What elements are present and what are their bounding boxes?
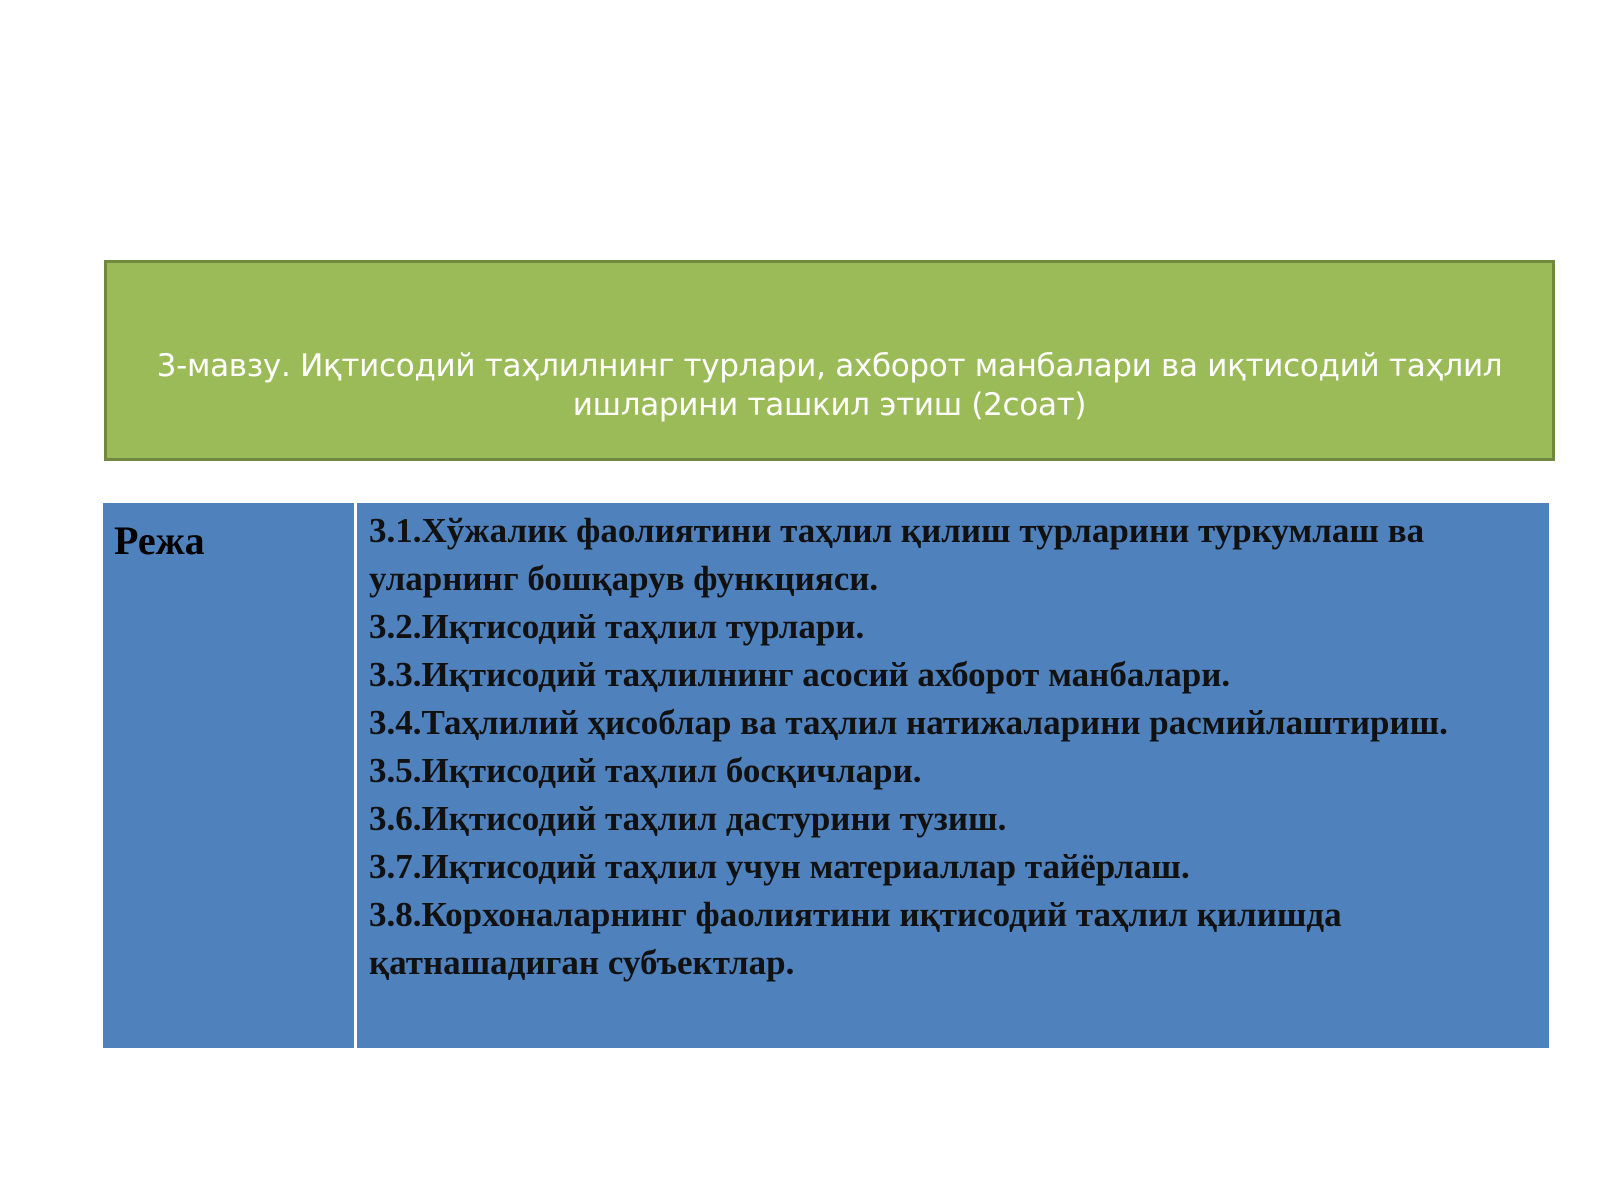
plan-item: 3.5.Иқтисодий таҳлил босқичлари. bbox=[369, 751, 922, 790]
plan-item: 3.1.Хўжалик фаолиятини таҳлил қилиш турларини туркумлаш ва уларнинг бошқарув функцияси. bbox=[369, 511, 1425, 598]
slide-title: 3-мавзу. Иқтисодий таҳлилнинг турлари, ахборот манбалари ва иқтисодий таҳлил ишларини ташкил этиш (2соат) bbox=[156, 348, 1503, 423]
plan-item: 3.2.Иқтисодий таҳлил турлари. bbox=[369, 607, 865, 646]
plan-item: 3.6.Иқтисодий таҳлил дастурини тузиш. bbox=[369, 799, 1007, 838]
plan-label-cell bbox=[103, 503, 357, 1048]
plan-item: 3.4.Таҳлилий ҳисоблар ва таҳлил натижаларини расмийлаштириш. bbox=[369, 703, 1448, 742]
plan-label: Режа bbox=[114, 518, 205, 563]
title-box bbox=[104, 260, 1555, 461]
plan-items-cell bbox=[357, 503, 1549, 1048]
plan-item: 3.3.Иқтисодий таҳлилнинг асосий ахборот манбалари. bbox=[369, 655, 1231, 694]
plan-item: 3.7.Иқтисодий таҳлил учун материаллар тайёрлаш. bbox=[369, 847, 1190, 886]
plan-table bbox=[103, 503, 1549, 1048]
plan-item: 3.8.Корхоналарнинг фаолиятини иқтисодий таҳлил қилишда қатнашадиган субъектлар. bbox=[369, 895, 1342, 982]
